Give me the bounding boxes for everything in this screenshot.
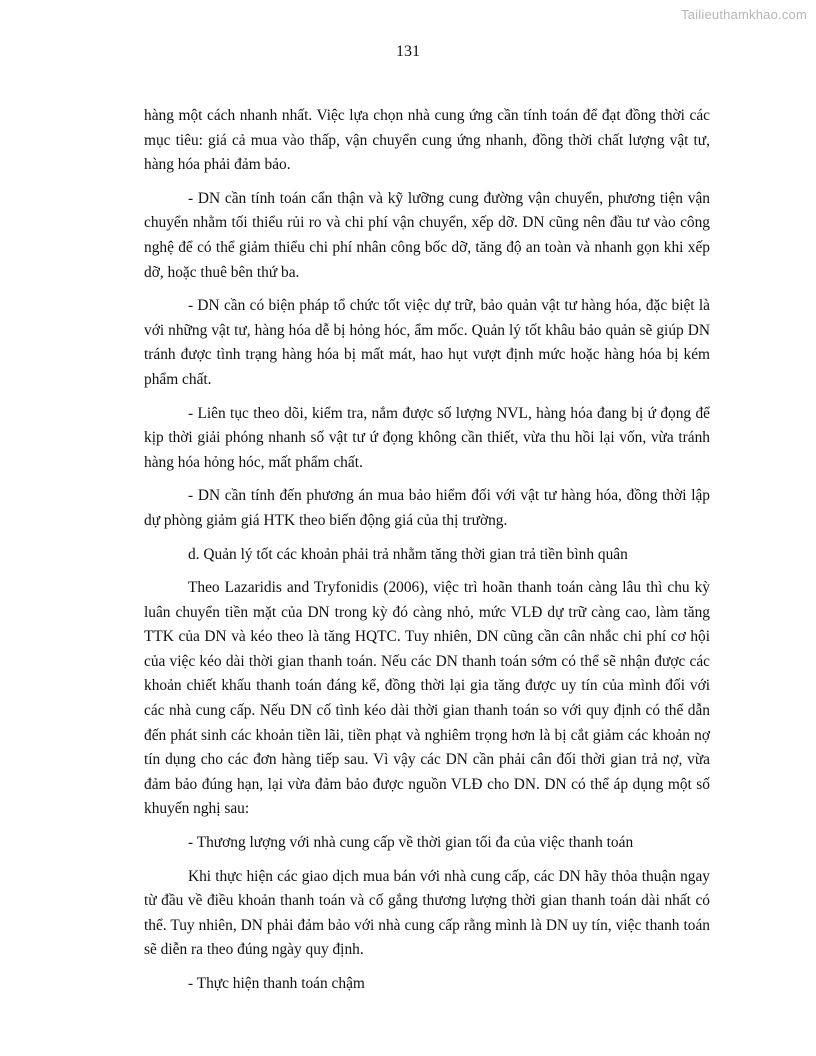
paragraph-storage: - DN cần có biện pháp tổ chức tốt việc dự trữ, bảo quản vật tư hàng hóa, đặc biệt là với những vật tư, hàng hóa dễ bị hỏng hóc, ẩm mốc. Quản lý tốt khâu bảo quản sẽ giúp DN tránh được tình trạng hàng hóa bị mất mát, hao hụt vượt định mức hoặc hàng hóa bị kém phẩm chất. <box>144 297 710 388</box>
paragraph-lazaridis: Theo Lazaridis and Tryfonidis (2006), việc trì hoãn thanh toán càng lâu thì chu kỳ luân chuyển tiền mặt của DN trong kỳ đó càng nhỏ, mức VLĐ dự trữ càng cao, làm tăng TTK của DN và kéo theo là tăng HQTC. Tuy nhiên, DN cũng cần cân nhắc chi phí cơ hội của việc kéo dài thời gian thanh toán. Nếu các DN thanh toán sớm có thể sẽ nhận được các khoản chiết khấu thanh toán đáng kể, đồng thời lại gia tăng được uy tín của mình đối với các nhà cung cấp. Nếu DN cố tình kéo dài thời gian thanh toán so với quy định có thể dẫn đến phát sinh các khoản tiền lãi, tiền phạt và nghiêm trọng hơn là bị cắt giảm các khoản nợ tín dụng cho các đơn hàng tiếp sau. Vì vậy các DN cần phải cân đối thời gian trả nợ, vừa đảm bảo đúng hạn, lại vừa đảm bảo được nguồn VLĐ cho DN. DN có thể áp dụng một số khuyến nghị sau: <box>144 579 710 818</box>
paragraph-agreement: Khi thực hiện các giao dịch mua bán với nhà cung cấp, các DN hãy thỏa thuận ngay từ đầu về điều khoản thanh toán và cố gắng thương lượng thời gian thanh toán dài nhất có thể. Tuy nhiên, DN phải đảm bảo với nhà cung cấp rằng mình là DN uy tín, việc thanh toán sẽ diễn ra theo đúng ngày quy định. <box>144 867 710 959</box>
paragraph-negotiate: - Thương lượng với nhà cung cấp về thời gian tối đa của việc thanh toán <box>188 834 634 852</box>
page-number: 131 <box>396 43 420 60</box>
watermark: Tailieuthamkhao.com <box>681 7 807 22</box>
document-body <box>144 104 710 1006</box>
paragraph-monitoring: - Liên tục theo dõi, kiểm tra, nắm được số lượng NVL, hàng hóa đang bị ứ đọng để kịp thời giải phóng nhanh số vật tư ứ đọng không cần thiết, vừa thu hồi lại vốn, vừa tránh hàng hóa hỏng hóc, mất phẩm chất. <box>144 404 710 471</box>
section-heading-d: d. Quản lý tốt các khoản phải trả nhằm tăng thời gian trả tiền bình quân <box>188 545 628 563</box>
paragraph-late-payment: - Thực hiện thanh toán chậm <box>188 975 365 992</box>
paragraph-insurance: - DN cần tính đến phương án mua bảo hiểm đối với vật tư hàng hóa, đồng thời lập dự phòng giảm giá HTK theo biến động giá của thị trường. <box>144 487 710 529</box>
paragraph-continuation: hàng một cách nhanh nhất. Việc lựa chọn nhà cung ứng cần tính toán để đạt đồng thời các mục tiêu: giá cả mua vào thấp, vận chuyển cung ứng nhanh, đồng thời chất lượng vật tư, hàng hóa phải đảm bảo. <box>144 107 710 174</box>
paragraph-transport: - DN cần tính toán cẩn thận và kỹ lưỡng cung đường vận chuyển, phương tiện vận chuyển nhằm tối thiểu rủi ro và chi phí vận chuyển, xếp dỡ. DN cũng nên đầu tư vào công nghệ để có thể giảm thiểu chi phí nhân công bốc dỡ, tăng độ an toàn và nhanh gọn khi xếp dỡ, hoặc thuê bên thứ ba. <box>144 189 710 281</box>
